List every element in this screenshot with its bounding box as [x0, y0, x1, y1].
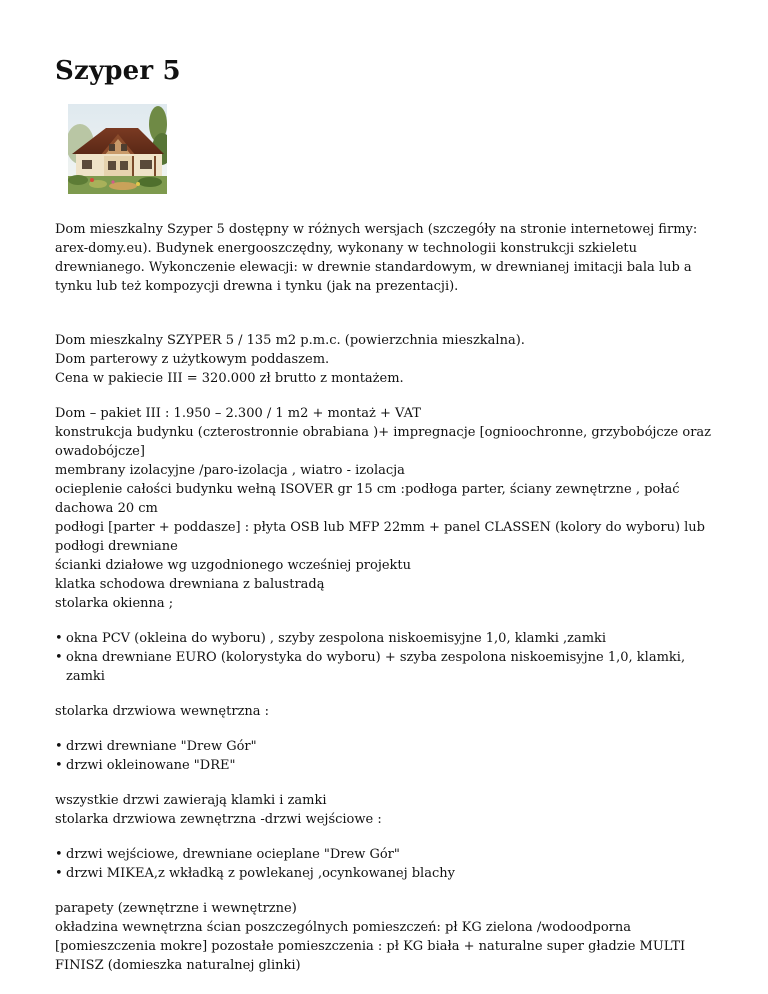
doors-note-line: wszystkie drzwi zawierają klamki i zamki — [55, 793, 327, 808]
package-line: klatka schodowa drewniana z balustradą — [55, 577, 325, 592]
house-photo — [68, 104, 167, 194]
document-body — [55, 220, 715, 975]
list-item: • drzwi okleinowane "DRE" — [66, 756, 715, 775]
interior-doors-list — [55, 737, 715, 775]
final-line: okładzina wewnętrzna ścian poszczególnych pomieszczeń: pł KG zielona /wodoodporna [pomieszczenia mokre] pozostałe pomieszczenia : pł KG biała + naturalne super gładzie MULTI FINISZ (domieszka naturalnej glinki) — [55, 920, 686, 973]
list-item: • drzwi wejściowe, drewniane ocieplane "Drew Gór" — [66, 845, 715, 864]
package-line: Dom – pakiet III : 1.950 – 2.300 / 1 m2 + montaż + VAT — [55, 406, 421, 421]
summary-line: Cena w pakiecie III = 320.000 zł brutto z montażem. — [55, 371, 404, 386]
list-item: • okna drewniane EURO (kolorystyka do wyboru) + szyba zespolona niskoemisyjne 1,0, klamki, zamki — [66, 648, 715, 686]
exterior-doors-list — [55, 845, 715, 883]
windows-list — [55, 629, 715, 686]
list-item: • drzwi drewniane "Drew Gór" — [66, 737, 715, 756]
intro-paragraph: Dom mieszkalny Szyper 5 dostępny w różnych wersjach (szczegóły na stronie internetowej firmy: arex-domy.eu). Budynek energooszczędny, wykonany w technologii konstrukcji szkieletu drewnianego. Wykonczenie elewacji: w drewnie standardowym, w drewnianej imitacji bala lub a tynku lub też kompozycji drewna i tynku (jak na prezentacji). — [55, 222, 698, 294]
summary-line: Dom parterowy z użytkowym poddaszem. — [55, 352, 330, 367]
final-line: parapety (zewnętrzne i wewnętrzne) — [55, 901, 297, 916]
package-line: konstrukcja budynku (czterostronnie obrabiana )+ impregnacje [ognioochronne, grzybobójcze oraz owadobójcze] — [55, 425, 712, 459]
list-item: • okna PCV (okleina do wyboru) , szyby zespolona niskoemisyjne 1,0, klamki ,zamki — [66, 629, 715, 648]
package-line: ścianki działowe wg uzgodnionego wcześniej projektu — [55, 558, 412, 573]
package-line: ocieplenie całości budynku wełną ISOVER gr 15 cm :podłoga parter, ściany zewnętrzne , połać dachowa 20 cm — [55, 482, 680, 516]
page-title: Szyper 5 — [55, 56, 181, 86]
package-line: membrany izolacyjne /paro-izolacja , wiatro - izolacja — [55, 463, 405, 478]
list-item: • drzwi MIKEA,z wkładką z powlekanej ,ocynkowanej blachy — [66, 864, 715, 883]
interior-doors-label: stolarka drzwiowa wewnętrzna : — [55, 704, 270, 719]
doors-note-line: stolarka drzwiowa zewnętrzna -drzwi wejściowe : — [55, 812, 382, 827]
package-line: podłogi [parter + poddasze] : płyta OSB lub MFP 22mm + panel CLASSEN (kolory do wyboru) lub podłogi drewniane — [55, 520, 705, 554]
summary-line: Dom mieszkalny SZYPER 5 / 135 m2 p.m.c. (powierzchnia mieszkalna). — [55, 333, 525, 348]
package-line: stolarka okienna ; — [55, 596, 174, 611]
